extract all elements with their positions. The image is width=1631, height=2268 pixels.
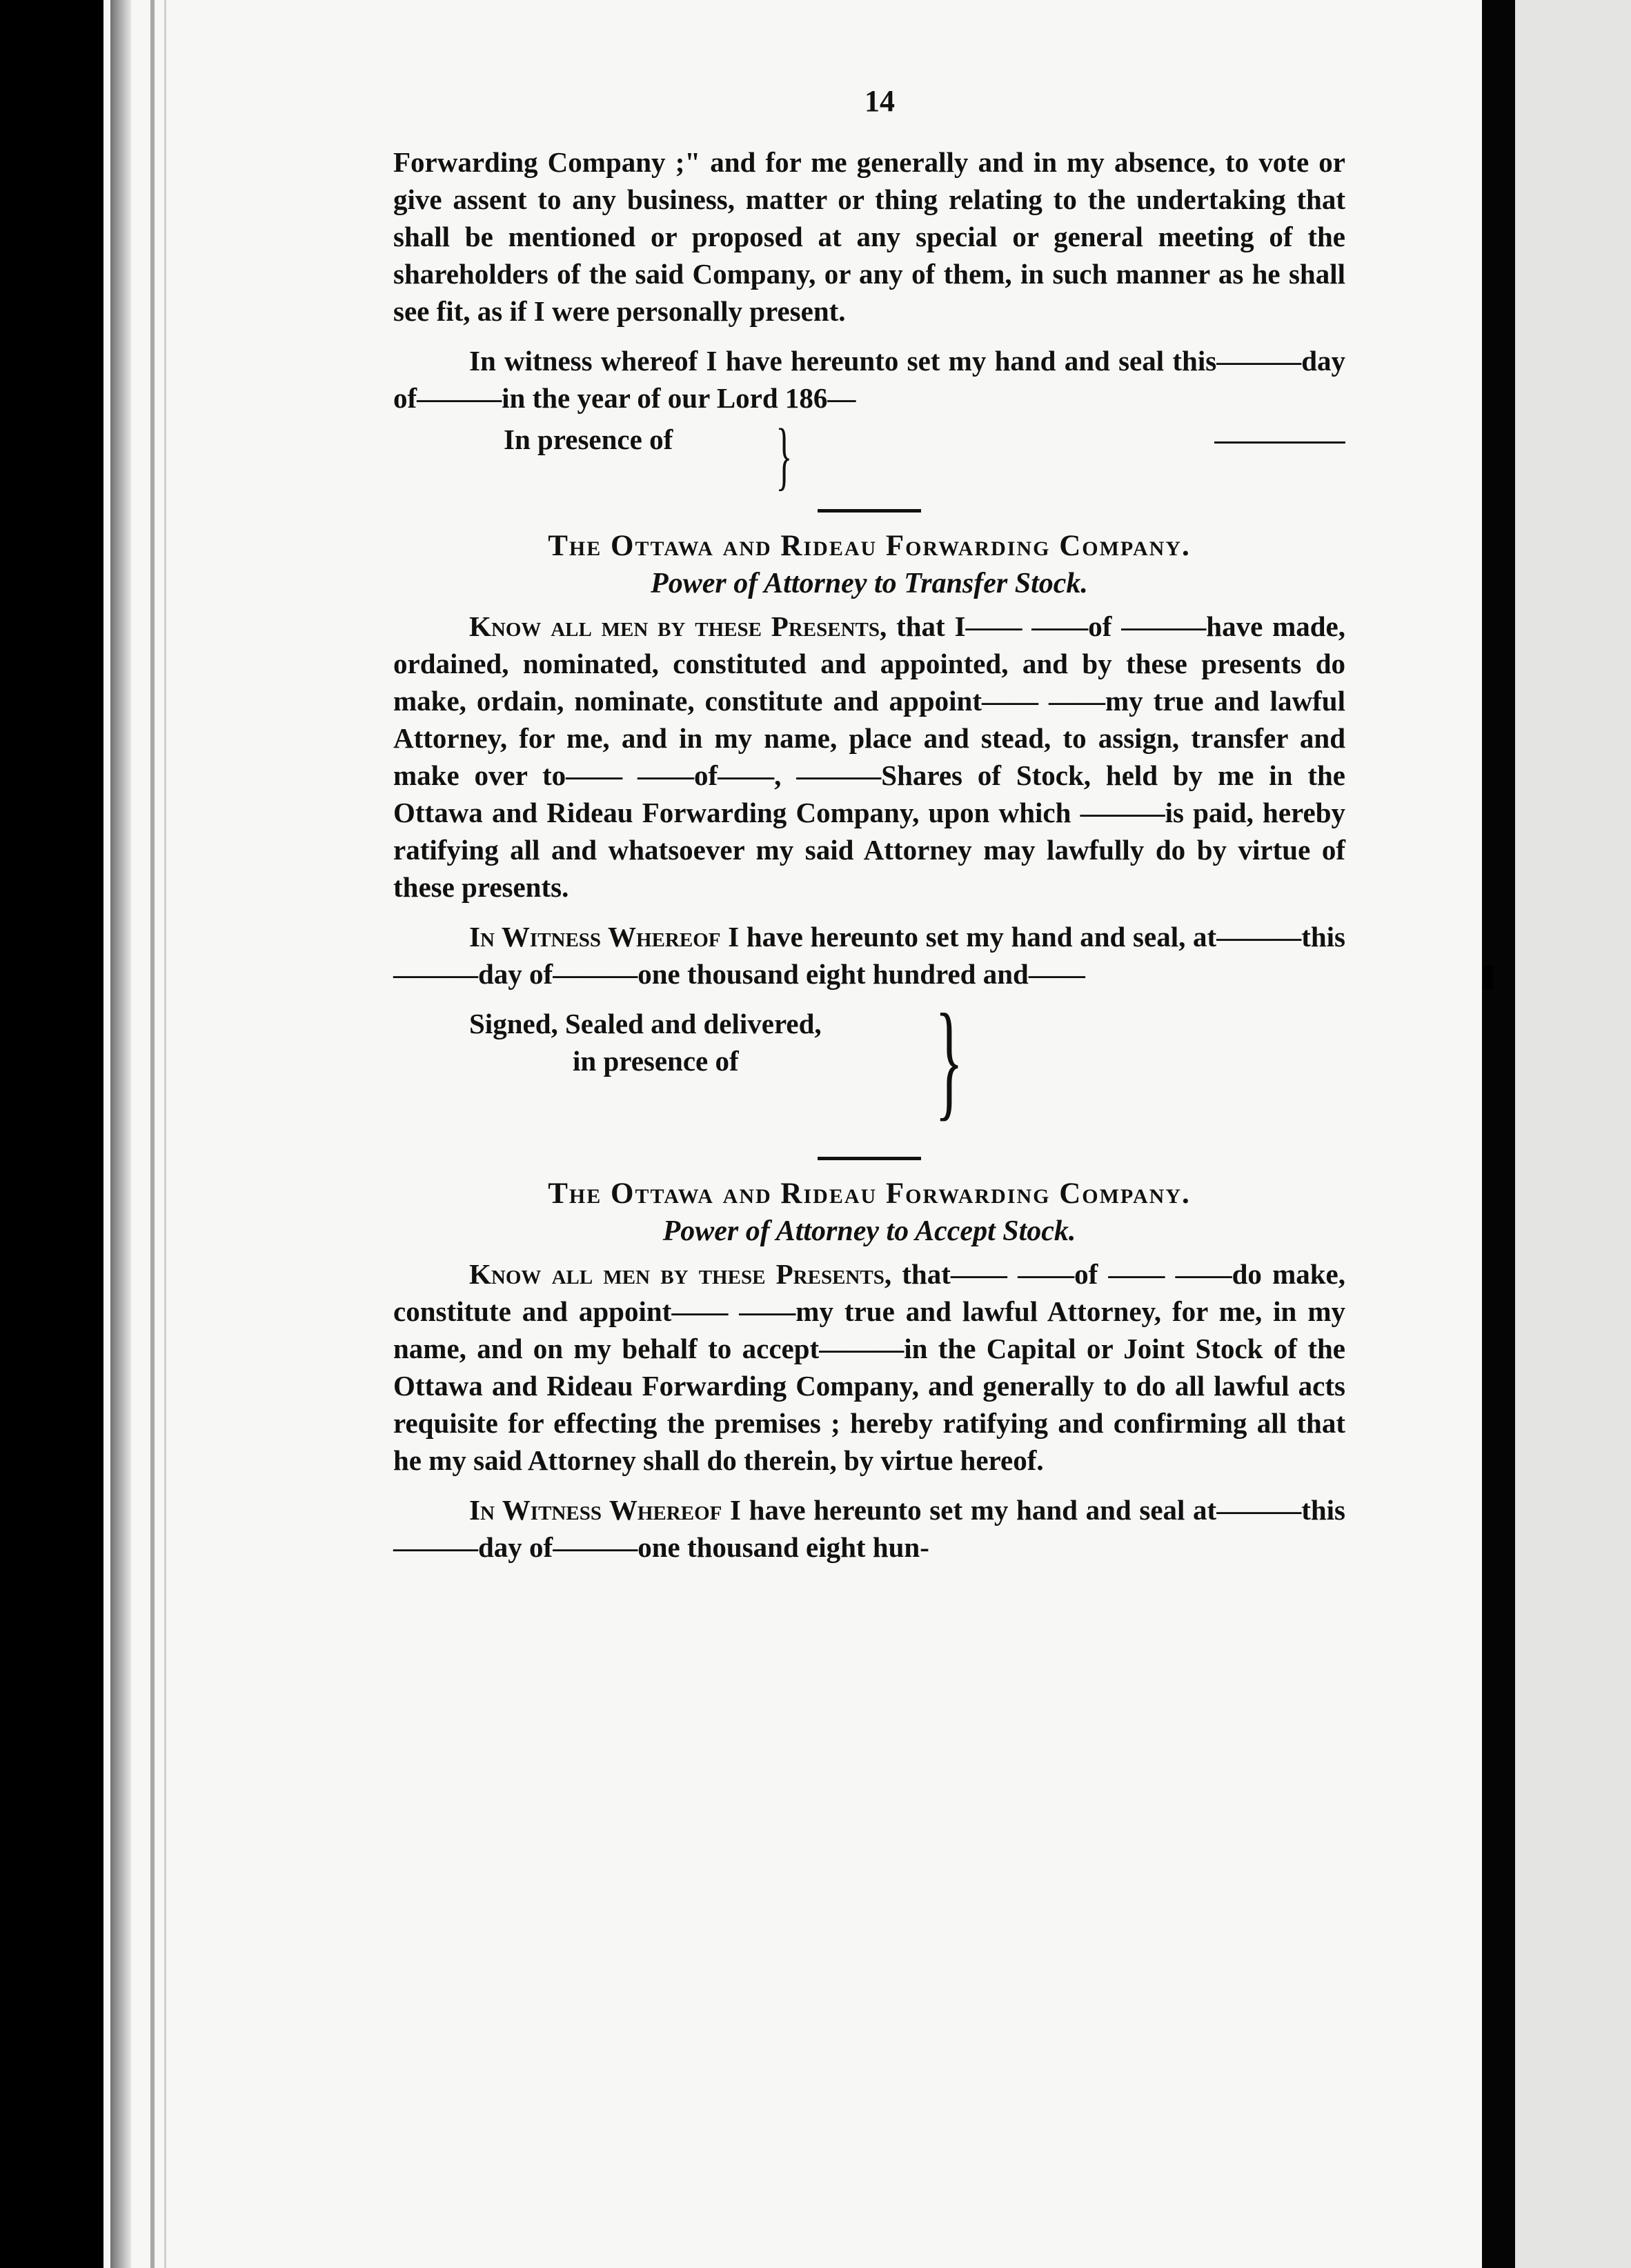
witness-text: I have hereunto set my hand and seal, at———this———day of———one thousand eight hundred and—— [393, 921, 1346, 990]
witness-paragraph [393, 1491, 1345, 1566]
section-accept-stock [393, 1175, 1345, 1566]
page-text [393, 83, 1345, 1566]
section-rule [818, 509, 921, 513]
section-transfer-stock [393, 528, 1345, 1136]
binding-gutter-line [150, 0, 155, 2268]
section-rule [818, 1157, 921, 1160]
paragraph-continuation: Forwarding Company ;" and for me generally and in my absence, to vote or give assent to any business, matter or thing relating to the undertaking that shall be mentioned or proposed at any special or general meeting of the shareholders of the said Company, or any of them, in such manner as he shall see fit, as if I were personally present. [393, 146, 1345, 327]
witness-lead: In Witness Whereof [469, 1494, 722, 1526]
adjacent-page-strip [1515, 0, 1631, 2268]
page-number: 14 [864, 84, 895, 118]
section-heading: The Ottawa and Rideau Forwarding Company. [548, 1177, 1191, 1210]
section-body [393, 608, 1345, 906]
presence-label: In presence of [504, 424, 673, 455]
signed-line-1: Signed, Sealed and delivered, [469, 1008, 822, 1040]
page-edge-bar [1482, 0, 1515, 2268]
binding-gutter-line-light [164, 0, 166, 2268]
section-subheading: Power of Attorney to Transfer Stock. [651, 568, 1088, 599]
lead-phrase: Know all men by these Presents, [469, 1258, 892, 1290]
signature-blank-line [1214, 441, 1345, 444]
section-body [393, 1255, 1345, 1479]
witness-text: I have hereunto set my hand and seal at———this———day of———one thousand eight hun- [393, 1494, 1346, 1563]
section-heading: The Ottawa and Rideau Forwarding Company. [548, 530, 1191, 562]
signed-row [393, 988, 1345, 1136]
lead-phrase: Know all men by these Presents, [469, 610, 887, 642]
signed-line-2: in presence of [573, 1045, 739, 1077]
witness-paragraph [393, 918, 1345, 993]
signed-brace: } [935, 988, 964, 1133]
presence-row [393, 413, 1345, 497]
witness-lead: In Witness Whereof [469, 921, 721, 953]
page-edge-mark [1483, 966, 1493, 989]
paragraph-witness: In witness whereof I have hereunto set my hand and seal this———day of———in the year of our Lord 186— [393, 345, 1345, 414]
body-text: that I—— ——of ———have made, ordained, nominated, constituted and appointed, and by these presents do make, ordain, nominate, constitute and appoint—— ——my true and lawful Attorney, for me, and in my name, place and stead, to assign, transfer and make over to—— ——of——, ———Shares of Stock, held by me in the Ottawa and Rideau Forwarding Company, upon which ———is paid, hereby ratifying all and whatsoever my said Attorney may lawfully do by virtue of these presents. [393, 610, 1346, 903]
binding-gutter-shadow [110, 0, 131, 2268]
section-subheading: Power of Attorney to Accept Stock. [662, 1215, 1076, 1247]
presence-brace: } [775, 413, 793, 497]
body-text: that—— ——of —— ——do make, constitute and appoint—— ——my true and lawful Attorney, for me, in my name, and on my behalf to accept———in the Capital or Joint Stock of the Ottawa and Rideau Forwarding Company, and generally to do all lawful acts requisite for effecting the premises ; hereby ratifying and confirming all that he my said Attorney shall do therein, by virtue hereof. [393, 1258, 1345, 1476]
